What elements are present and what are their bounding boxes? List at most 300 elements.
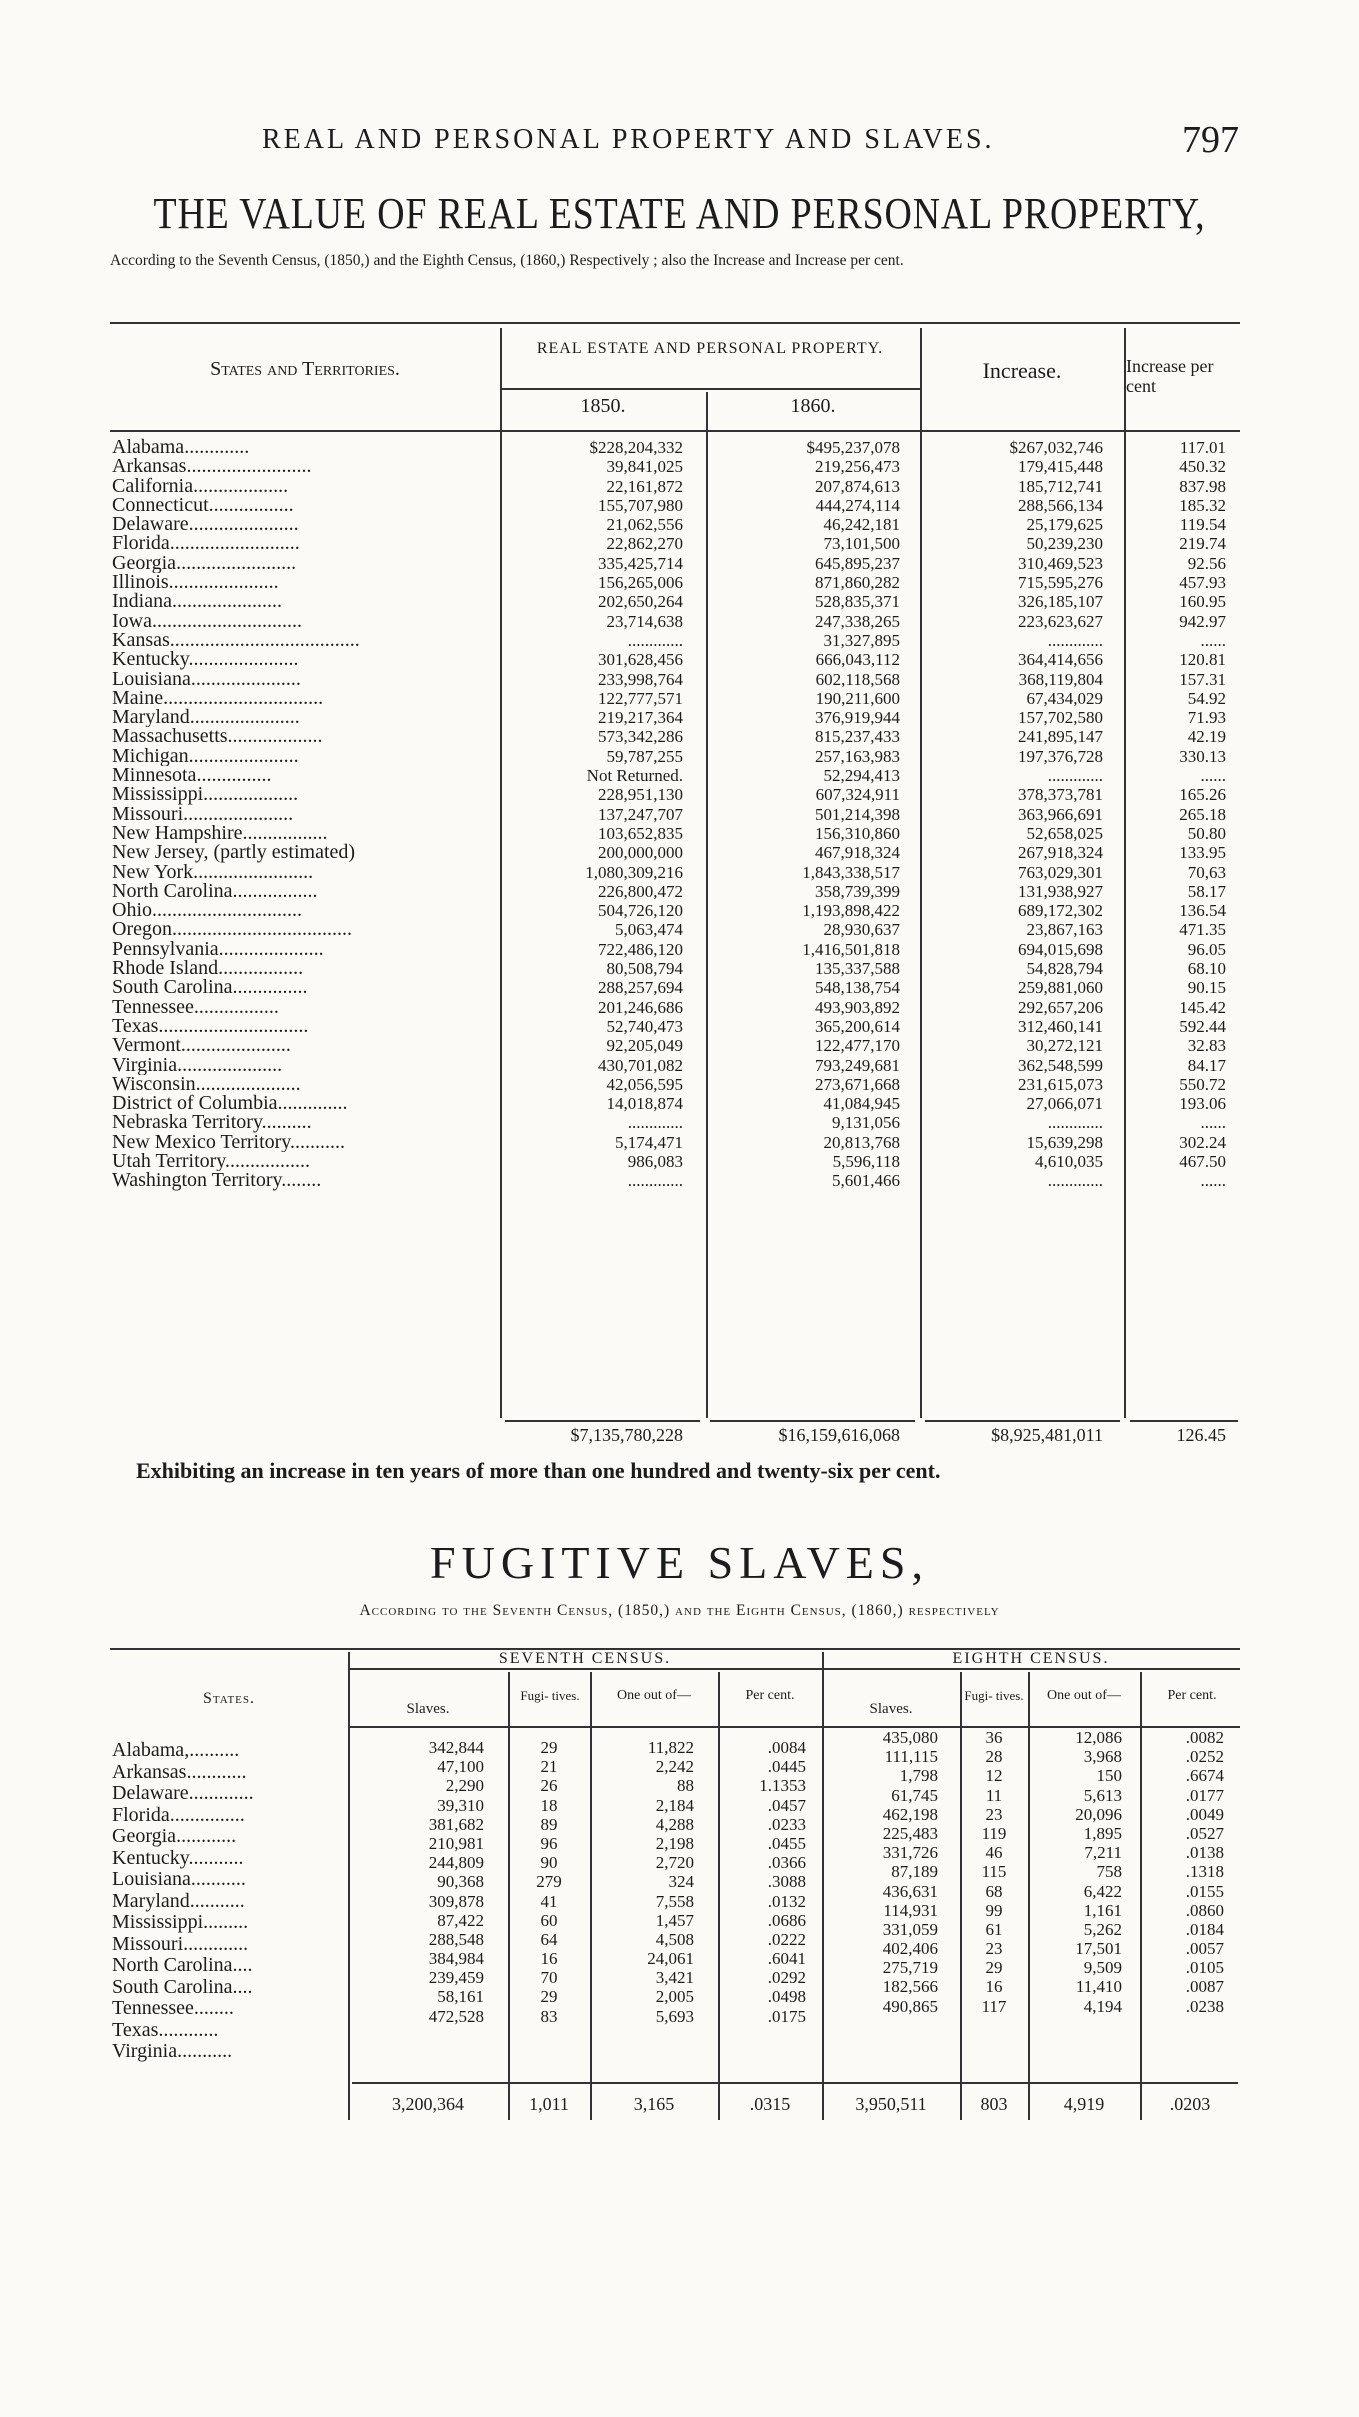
fs-cell: 18 <box>540 1795 558 1815</box>
col-divider-2 <box>706 392 708 1418</box>
cell-1860: 815,237,433 <box>815 727 900 747</box>
fs-cell: .0084 <box>767 1738 806 1757</box>
cell-increase: 157,702,580 <box>1018 708 1103 728</box>
fs-cell: 182,566 <box>882 1977 938 1997</box>
header-increase: Increase. <box>982 358 1062 383</box>
fs-total-fugitives-1860: 803 <box>980 2094 1008 2114</box>
fs-cell: 342,844 <box>428 1738 484 1757</box>
cell-pct: 58.17 <box>1187 881 1226 901</box>
cell-increase: $267,032,746 <box>1009 438 1103 457</box>
cell-pct: 71.93 <box>1187 708 1226 728</box>
state-row: New Jersey, (partly estimated) <box>112 843 356 863</box>
fs-cell: .0138 <box>1185 1843 1224 1863</box>
state-row: Minnesota............... <box>112 766 272 786</box>
fs-state-row: Maryland........... <box>112 1890 245 1912</box>
cell-pct: 145.42 <box>1179 997 1226 1017</box>
fs-cell: 288,548 <box>428 1929 484 1949</box>
fs-cell: 309,878 <box>428 1891 484 1911</box>
fs-cell: 7,211 <box>1084 1843 1122 1863</box>
fs-cell: 462,198 <box>882 1804 938 1824</box>
fs-cell: 87,422 <box>437 1910 484 1930</box>
fs-divider-8 <box>1140 1672 1142 2120</box>
cell-increase: 4,610,035 <box>1035 1151 1103 1171</box>
cell-1860: 666,043,112 <box>815 650 900 670</box>
state-row: North Carolina................. <box>112 881 318 902</box>
cell-1850: 137,247,707 <box>598 804 683 824</box>
cell-1860: 219,256,473 <box>815 457 900 477</box>
fs-cell: 1,457 <box>655 1910 694 1930</box>
increase-pct-column <box>1130 438 1226 1191</box>
cell-1860: 247,338,265 <box>815 611 900 631</box>
state-row: Arkansas......................... <box>112 457 312 477</box>
fs-divider-7 <box>1028 1672 1030 2120</box>
cell-increase: 241,895,147 <box>1018 727 1103 747</box>
total-pct: 126.45 <box>1176 1425 1226 1445</box>
cell-increase: 267,918,324 <box>1018 843 1103 863</box>
cell-increase: ............. <box>1047 630 1103 650</box>
state-row: Tennessee................. <box>112 997 279 1017</box>
fs-fugitives-1850-column <box>508 1738 590 2026</box>
cell-increase: 54,828,794 <box>1026 959 1103 979</box>
cell-increase: 364,414,656 <box>1018 650 1103 670</box>
fs-state-row: Virginia........... <box>112 2041 233 2062</box>
fs-cell: .0184 <box>1185 1919 1224 1939</box>
cell-1860: 1,193,898,422 <box>802 901 900 921</box>
total-increase: $8,925,481,011 <box>991 1425 1103 1445</box>
state-row: Connecticut................. <box>112 495 294 516</box>
state-row: Pennsylvania..................... <box>112 939 324 960</box>
fs-cell: 61 <box>985 1919 1003 1939</box>
cell-pct: 32.83 <box>1187 1036 1226 1056</box>
cell-pct: ...... <box>1200 630 1226 650</box>
cell-increase: 197,376,728 <box>1018 746 1103 766</box>
state-row: Utah Territory................. <box>112 1151 311 1172</box>
cell-1860: 793,249,681 <box>815 1055 900 1075</box>
cell-pct: 185.32 <box>1179 495 1226 515</box>
cell-increase: 368,119,804 <box>1018 669 1103 689</box>
cell-1860: 190,211,600 <box>815 688 900 708</box>
fs-cell: 5,693 <box>655 2006 694 2026</box>
cell-increase: 179,415,448 <box>1018 457 1103 477</box>
state-row: Illinois...................... <box>112 573 279 593</box>
cell-increase: 715,595,276 <box>1018 573 1103 593</box>
cell-increase: ............. <box>1047 1171 1103 1191</box>
fs-cell: 435,080 <box>882 1728 938 1747</box>
cell-1850: 42,056,595 <box>606 1074 683 1094</box>
fs-cell: 3,421 <box>655 1968 694 1988</box>
cell-1850: Not Returned. <box>586 766 683 786</box>
cell-pct: 157.31 <box>1179 669 1226 689</box>
fugitive-table-title: FUGITIVE SLAVES, <box>430 1537 929 1588</box>
state-row: Louisiana...................... <box>112 669 301 689</box>
col-divider-4 <box>1124 328 1126 1418</box>
fs-states-column <box>112 1740 348 2063</box>
cell-1860: 501,214,398 <box>815 804 900 824</box>
cell-1860: 1,843,338,517 <box>802 862 900 882</box>
fs-divider-3 <box>590 1672 592 2120</box>
table-top-rule <box>110 322 1240 324</box>
fs-cell: 384,984 <box>428 1949 484 1969</box>
state-row: California................... <box>112 476 289 496</box>
cell-increase: 231,615,073 <box>1018 1074 1103 1094</box>
cell-1860: 122,477,170 <box>815 1036 900 1056</box>
state-row: Iowa.............................. <box>112 611 302 631</box>
cell-1850: ............. <box>627 630 683 650</box>
fs-cell: .0455 <box>767 1833 806 1853</box>
state-row: Washington Territory........ <box>112 1171 322 1191</box>
state-row: Oregon.................................... <box>112 920 352 940</box>
fs-cell: .0445 <box>767 1757 806 1777</box>
fs-state-row: Tennessee........ <box>112 1998 234 2019</box>
cell-1860: 5,601,466 <box>832 1171 900 1191</box>
state-row: New York........................ <box>112 862 314 882</box>
state-row: Delaware...................... <box>112 515 299 535</box>
fs-cell: 402,406 <box>882 1939 938 1959</box>
cell-1850: 233,998,764 <box>598 669 683 689</box>
fs-cell: 36 <box>985 1728 1003 1747</box>
fs-cell: 12 <box>985 1766 1003 1786</box>
state-row: Maine................................ <box>112 688 324 709</box>
cell-1860: 444,274,114 <box>815 495 900 515</box>
cell-1860: 52,294,413 <box>823 766 900 786</box>
fs-cell: .0087 <box>1185 1977 1224 1997</box>
cell-increase: ............. <box>1047 1113 1103 1133</box>
cell-1850: 23,714,638 <box>606 611 683 631</box>
fs-cell: 88 <box>677 1776 694 1796</box>
cell-pct: 119.54 <box>1179 515 1226 535</box>
cell-1850: 986,083 <box>627 1151 683 1171</box>
cell-increase: 326,185,107 <box>1018 592 1103 612</box>
fs-cell: 119 <box>981 1823 1007 1843</box>
cell-pct: ...... <box>1200 1171 1226 1191</box>
running-title: REAL AND PERSONAL PROPERTY AND SLAVES. <box>262 124 995 155</box>
fs-cell: 29 <box>540 1738 558 1757</box>
fs-cell: 1,161 <box>1083 1900 1122 1920</box>
fs-state-row: Arkansas............ <box>112 1761 247 1783</box>
year-header-rule <box>500 388 920 390</box>
fs-cell: 89 <box>540 1814 558 1834</box>
cell-pct: 219.74 <box>1179 534 1226 554</box>
cell-pct: 330.13 <box>1179 746 1226 766</box>
cell-1850: 92,205,049 <box>606 1036 683 1056</box>
cell-increase: 259,881,060 <box>1018 978 1103 998</box>
fs-state-row: Alabama,.......... <box>112 1740 240 1761</box>
fs-percent-1850-column <box>722 1738 806 2026</box>
fs-cell: 16 <box>985 1977 1003 1997</box>
cell-increase: 27,066,071 <box>1026 1094 1103 1114</box>
cell-increase: 131,938,927 <box>1018 881 1103 901</box>
total-rule-increase <box>925 1420 1120 1422</box>
cell-pct: 467.50 <box>1179 1151 1226 1171</box>
fs-cell: 11,410 <box>1075 1977 1122 1997</box>
cell-1850: 103,652,835 <box>598 823 683 843</box>
fs-fugitives-1860-header: Fugi- tives. <box>964 1688 1024 1703</box>
fs-cell: 4,508 <box>655 1929 694 1949</box>
fs-percent-1860-header: Per cent. <box>1167 1688 1217 1703</box>
fs-state-row: Texas............ <box>112 2019 219 2041</box>
cell-1850: 226,800,472 <box>598 881 683 901</box>
fs-cell: 23 <box>985 1804 1003 1824</box>
cell-pct: 96.05 <box>1187 939 1226 959</box>
cell-pct: 68.10 <box>1187 959 1226 979</box>
fs-cell: 114,931 <box>883 1900 938 1920</box>
cell-1850: 52,740,473 <box>606 1016 683 1036</box>
cell-increase: 15,639,298 <box>1026 1132 1103 1152</box>
fs-cell: .0132 <box>767 1891 806 1911</box>
cell-1850: ............. <box>627 1113 683 1133</box>
cell-pct: 133.95 <box>1179 843 1226 863</box>
fs-oneout-1860-header: One out of— <box>1047 1688 1121 1703</box>
state-row: South Carolina............... <box>112 978 308 998</box>
fs-cell: 117 <box>981 1996 1007 2016</box>
fs-divider-5 <box>822 1652 824 2120</box>
cell-1850: 5,063,474 <box>615 920 683 940</box>
fs-cell: 99 <box>985 1900 1003 1920</box>
cell-pct: 550.72 <box>1179 1074 1226 1094</box>
cell-1860: 376,919,944 <box>815 708 900 728</box>
fs-cell: 2,290 <box>445 1776 484 1796</box>
cell-1860: 358,739,399 <box>815 881 900 901</box>
state-row: Wisconsin..................... <box>112 1074 301 1095</box>
cell-1850: 202,650,264 <box>598 592 683 612</box>
fs-total-slaves-1860: 3,950,511 <box>855 2094 927 2114</box>
cell-increase: 50,239,230 <box>1026 534 1103 554</box>
cell-1860: 73,101,500 <box>823 534 900 554</box>
fs-state-row: South Carolina.... <box>112 1976 253 1998</box>
cell-1860: 528,835,371 <box>815 592 900 612</box>
fs-cell: .0366 <box>767 1853 806 1873</box>
fs-cell: 1,895 <box>1083 1823 1122 1843</box>
fs-cell: 2,184 <box>655 1795 694 1815</box>
fs-cell: .0057 <box>1185 1939 1224 1959</box>
cell-increase: 292,657,206 <box>1018 997 1103 1017</box>
fs-state-row: North Carolina.... <box>112 1955 253 1976</box>
cell-1860: 273,671,668 <box>815 1074 900 1094</box>
summary-note: Exhibiting an increase in ten years of more than one hundred and twenty-six per cent. <box>136 1458 941 1483</box>
fs-cell: 2,198 <box>655 1833 694 1853</box>
fs-cell: .0049 <box>1185 1804 1224 1824</box>
fs-cell: 275,719 <box>882 1958 938 1978</box>
cell-1860: 548,138,754 <box>815 978 900 998</box>
fs-state-row: Kentucky........... <box>112 1847 244 1869</box>
fs-cell: 2,242 <box>655 1757 694 1777</box>
fs-cell: 23 <box>985 1939 1003 1959</box>
cell-1860: 156,310,860 <box>815 823 900 843</box>
header-increase-pct: Increase per cent <box>1126 356 1214 396</box>
fs-percent-1850-header: Per cent. <box>745 1688 795 1703</box>
fs-cell: 41 <box>540 1891 558 1911</box>
cell-1850: 573,342,286 <box>598 727 683 747</box>
fs-total-oneout-1850: 3,165 <box>633 2094 675 2114</box>
increase-column <box>925 438 1103 1191</box>
fs-cell: 21 <box>540 1757 558 1777</box>
fs-divider-1 <box>348 1652 350 2120</box>
state-row: District of Columbia.............. <box>112 1094 348 1114</box>
state-row: New Mexico Territory........... <box>112 1132 345 1152</box>
cell-pct: 193.06 <box>1179 1094 1226 1114</box>
cell-1860: 365,200,614 <box>815 1016 900 1036</box>
fs-cell: 210,981 <box>428 1833 484 1853</box>
cell-1860: 5,596,118 <box>832 1151 900 1171</box>
cell-1850: 200,000,000 <box>598 843 683 863</box>
fs-cell: 60 <box>540 1910 558 1930</box>
fs-cell: 28 <box>985 1747 1003 1767</box>
cell-1860: 46,242,181 <box>823 515 900 535</box>
cell-increase: 363,966,691 <box>1018 804 1103 824</box>
cell-1860: 645,895,237 <box>815 553 900 573</box>
fs-total-oneout-1860: 4,919 <box>1063 2094 1105 2114</box>
fs-fugitives-1860-column <box>960 1728 1028 2016</box>
fs-cell: 64 <box>540 1929 558 1949</box>
cell-increase: 689,172,302 <box>1018 901 1103 921</box>
cell-1850: 14,018,874 <box>606 1094 683 1114</box>
fs-cell: 331,726 <box>882 1843 938 1863</box>
fs-cell: 9,509 <box>1083 1958 1122 1978</box>
cell-1850: 430,701,082 <box>598 1055 683 1075</box>
cell-pct: 54.92 <box>1187 688 1226 708</box>
fs-cell: 68 <box>985 1881 1003 1901</box>
cell-increase: 694,015,698 <box>1018 939 1103 959</box>
cell-pct: 265.18 <box>1179 804 1226 824</box>
fs-cell: 96 <box>540 1833 558 1853</box>
fs-state-row: Florida............... <box>112 1804 245 1826</box>
cell-1850: $228,204,332 <box>589 438 683 457</box>
state-row: Maryland...................... <box>112 708 300 728</box>
fs-cell: .0105 <box>1185 1958 1224 1978</box>
fs-cell: 225,483 <box>882 1823 938 1843</box>
fs-cell: .0292 <box>767 1968 806 1988</box>
fs-total-percent-1860: .0203 <box>1169 2094 1211 2114</box>
fs-slaves-1860-column <box>826 1728 938 2016</box>
fs-cell: .0686 <box>767 1910 806 1930</box>
cell-1860: 493,903,892 <box>815 997 900 1017</box>
fs-state-row: Missouri............. <box>112 1933 249 1955</box>
cell-1850: 39,841,025 <box>606 457 683 477</box>
fs-cell: .0233 <box>767 1814 806 1834</box>
fs-cell: 16 <box>540 1949 558 1969</box>
fs-cell: 490,865 <box>882 1996 938 2016</box>
cell-1860: 28,930,637 <box>823 920 900 940</box>
cell-pct: 120.81 <box>1179 650 1226 670</box>
state-row: Michigan...................... <box>112 746 299 767</box>
cell-1850: 59,787,255 <box>606 746 683 766</box>
fs-cell: 90,368 <box>437 1872 484 1892</box>
fs-states-header: States. <box>202 1690 256 1707</box>
fs-state-row: Georgia............ <box>112 1826 237 1847</box>
cell-pct: 471.35 <box>1179 920 1226 940</box>
cell-1860: 467,918,324 <box>815 843 900 863</box>
states-header: States and Territories. <box>210 358 400 380</box>
cell-1860: 871,860,282 <box>815 573 900 593</box>
fs-cell: 11,822 <box>647 1738 694 1757</box>
fs-cell: 324 <box>668 1872 694 1892</box>
fs-state-row: Louisiana........... <box>112 1869 246 1890</box>
page-number: 797 <box>1182 119 1239 161</box>
cell-pct: 942.97 <box>1179 611 1226 631</box>
cell-pct: 302.24 <box>1179 1132 1226 1152</box>
fs-cell: 61,745 <box>891 1785 938 1805</box>
fs-divider-4 <box>718 1672 720 2120</box>
state-row: Alabama............. <box>112 438 250 458</box>
fs-slaves-1850-header: Slaves. <box>406 1701 450 1717</box>
cell-1850: 722,486,120 <box>598 939 683 959</box>
state-row: Florida.......................... <box>112 534 300 554</box>
cell-1850: 335,425,714 <box>598 553 683 573</box>
fs-cell: 20,096 <box>1075 1804 1122 1824</box>
cell-increase: ............. <box>1047 766 1103 786</box>
property-states-column <box>112 438 500 1191</box>
fs-cell: 111,115 <box>884 1747 938 1767</box>
fs-total-percent-1850: .0315 <box>749 2094 791 2114</box>
cell-1850: 301,628,456 <box>598 650 683 670</box>
fs-seventh-header: SEVENTH CENSUS. <box>498 1650 672 1667</box>
fs-cell: 1.1353 <box>759 1776 806 1796</box>
cell-pct: 117.01 <box>1179 438 1226 457</box>
cell-1850: 21,062,556 <box>606 515 683 535</box>
fs-cell: 29 <box>985 1958 1003 1978</box>
cell-pct: ...... <box>1200 1113 1226 1133</box>
fs-total-fugitives-1850: 1,011 <box>529 2094 569 2114</box>
cell-increase: 52,658,025 <box>1026 823 1103 843</box>
state-row: Missouri...................... <box>112 804 294 824</box>
cell-1850: 1,080,309,216 <box>585 862 683 882</box>
fs-cell: 47,100 <box>437 1757 484 1777</box>
fs-cell: .0860 <box>1185 1900 1224 1920</box>
cell-1860: 1,416,501,818 <box>802 939 900 959</box>
cell-1860: 20,813,768 <box>823 1132 900 1152</box>
fs-cell: 70 <box>540 1968 558 1988</box>
fs-cell: .6674 <box>1185 1766 1224 1786</box>
fs-cell: 24,061 <box>647 1949 694 1969</box>
fs-cell: .0155 <box>1185 1881 1224 1901</box>
cell-increase: 378,373,781 <box>1018 785 1103 805</box>
fs-cell: 4,288 <box>655 1814 694 1834</box>
values-1860-column <box>710 438 900 1191</box>
cell-1850: 22,161,872 <box>606 476 683 496</box>
state-row: Massachusetts................... <box>112 727 323 747</box>
cell-pct: 136.54 <box>1179 901 1226 921</box>
cell-1860: 31,327,895 <box>823 630 900 650</box>
fs-cell: 1,798 <box>899 1766 938 1786</box>
fs-eighth-header: EIGHTH CENSUS. <box>952 1650 1110 1667</box>
fs-cell: 115 <box>981 1862 1007 1882</box>
cell-increase: 362,548,599 <box>1018 1055 1103 1075</box>
fs-cell: .0238 <box>1185 1996 1224 2016</box>
fs-slaves-1850-column <box>352 1738 484 2026</box>
property-table-subtitle: According to the Seventh Census, (1850,) and the Eighth Census, (1860,) Respectively ; also the Increase and Increase per cent. <box>110 252 904 269</box>
state-row: Mississippi................... <box>112 785 299 805</box>
fs-cell: .1318 <box>1185 1862 1224 1882</box>
fs-cell: .0457 <box>767 1795 806 1815</box>
fs-cell: 26 <box>540 1776 558 1796</box>
cell-increase: 763,029,301 <box>1018 862 1103 882</box>
cell-1850: 156,265,006 <box>598 573 683 593</box>
cell-1860: $495,237,078 <box>806 438 900 457</box>
property-group-header: REAL ESTATE AND PERSONAL PROPERTY. <box>536 340 884 357</box>
state-row: Ohio.............................. <box>112 901 302 921</box>
fs-cell: 87,189 <box>891 1862 938 1882</box>
cell-1860: 602,118,568 <box>815 669 900 689</box>
cell-increase: 312,460,141 <box>1018 1016 1103 1036</box>
cell-1850: 5,174,471 <box>615 1132 683 1152</box>
fs-cell: 381,682 <box>428 1814 484 1834</box>
cell-1850: 504,726,120 <box>598 901 683 921</box>
state-row: Georgia........................ <box>112 553 297 574</box>
fs-cell: 5,613 <box>1083 1785 1122 1805</box>
fugitive-table-subtitle: According to the Seventh Census, (1850,) and the Eighth Census, (1860,) respectively <box>359 1602 1000 1619</box>
property-table-title: THE VALUE OF REAL ESTATE AND PERSONAL PROPERTY, <box>153 189 1206 238</box>
fs-group-rule <box>348 1668 1240 1670</box>
